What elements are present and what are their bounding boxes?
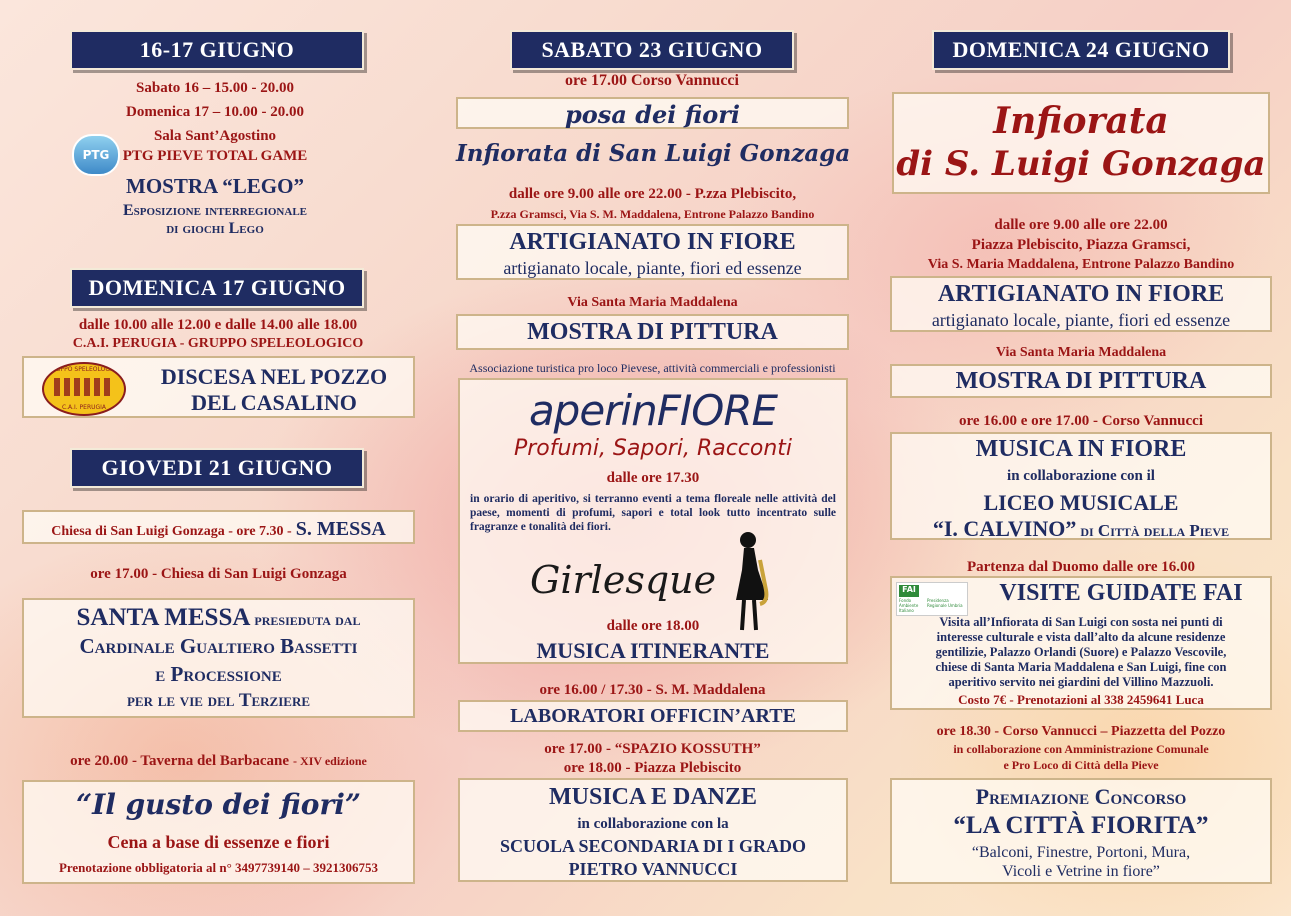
cai-logo-top: GRUPPO SPELEOLOGICO [47, 366, 121, 373]
cai-org: C.A.I. PERUGIA - GRUPPO SPELEOLOGICO [72, 336, 364, 351]
prem-big: “LA CITTÀ FIORITA” [953, 812, 1209, 839]
sm-small: presieduta dal [254, 610, 361, 629]
fai-logo-badge: FAI [899, 585, 919, 597]
prem-pre-1: ore 18.30 - Corso Vannucci – Piazzetta del Pozzo [936, 724, 1226, 739]
art3-sub: artigianato locale, piante, fiori ed essenze [931, 310, 1231, 330]
prem-pre-3: e Pro Loco di Città della Pieve [1003, 758, 1159, 772]
cai-speleo-logo [42, 362, 126, 416]
art-pre-2: P.zza Gramsci, Via S. M. Maddalena, Entrone Palazzo Bandino [490, 207, 815, 221]
lego-organizer: PTG PIEVE TOTAL GAME [122, 148, 308, 164]
taverna-edition: - XIV edizione [293, 754, 367, 768]
pitt3-pre: Via Santa Maria Maddalena [995, 345, 1167, 360]
girlesque-logo: Girlesque [530, 558, 717, 602]
lego-time-1: Sabato 16 – 15.00 - 20.00 [136, 80, 294, 96]
fai-logo [896, 582, 968, 616]
danze-line-2: SCUOLA SECONDARIA DI I GRADO [499, 836, 807, 856]
gusto-title: “Il gusto dei fiori” [76, 788, 361, 821]
posa-pre: ore 17.00 Corso Vannucci [565, 72, 739, 89]
infiorata-line-1: Infiorata [993, 100, 1169, 142]
danze-title: MUSICA E DANZE [548, 784, 758, 810]
lab-box [458, 700, 848, 732]
fai-desc-3: gentilizie, Palazzo Orlandi (Suore) e Palazzo Vescovile, [935, 645, 1227, 659]
messa2-pre: ore 17.00 - Chiesa di San Luigi Gonzaga [90, 566, 347, 582]
aperinfiore-box [458, 378, 848, 664]
pitt3-title: MOSTRA DI PITTURA [955, 368, 1207, 394]
cai-logo-figures [54, 378, 114, 396]
sm-line-2: Cardinale Gualtiero Bassetti [79, 634, 358, 658]
prem-line-1: “Balconi, Finestre, Portoni, Mura, [971, 844, 1191, 861]
art-pre-1: dalle ore 9.00 alle ore 22.00 - P.zza Plebiscito, [508, 186, 797, 202]
mus3-line-1: in collaborazione con il [1007, 468, 1155, 484]
assoc-line: Associazione turistica pro loco Pievese, attività commerciali e professionisti [469, 361, 836, 375]
lab-title: LABORATORI OFFICIN’ARTE [510, 705, 796, 727]
gusto-box [22, 780, 415, 884]
header-text: DOMENICA 17 GIUGNO [88, 275, 346, 300]
posa-title-box [456, 97, 849, 129]
mus3-box [890, 432, 1272, 540]
lego-title: MOSTRA “LEGO” [126, 174, 304, 198]
lab-pre: ore 16.00 / 17.30 - S. M. Maddalena [539, 682, 766, 698]
messa-title: S. MESSA [295, 518, 386, 540]
art-box [456, 224, 849, 280]
header-giovedi-21 [70, 448, 364, 488]
mus3-pre: ore 16.00 e ore 17.00 - Corso Vannucci [958, 413, 1203, 429]
fai-title: VISITE GUIDATE FAI [999, 580, 1243, 606]
danze-box [458, 778, 848, 882]
pozzo-box [22, 356, 415, 418]
lego-desc-1: Esposizione interregionale [123, 202, 307, 219]
pitt-title: MOSTRA DI PITTURA [527, 319, 778, 345]
ptg-logo-text: PTG [82, 148, 110, 162]
art3-title: ARTIGIANATO IN FIORE [937, 281, 1225, 307]
art3-pre-2: Piazza Plebiscito, Piazza Gramsci, [971, 237, 1191, 253]
pitt3-box [890, 364, 1272, 398]
gusto-line-2: Prenotazione obbligatoria al n° 3497739140 – 3921306753 [58, 860, 379, 875]
pitt-pre: Via Santa Maria Maddalena [567, 295, 738, 310]
header-text: DOMENICA 24 GIUGNO [952, 37, 1210, 62]
infiorata-box [892, 92, 1270, 194]
fai-desc-5: aperitivo servito nei giardini del Villino Mazzuoli. [948, 675, 1214, 689]
santa-messa-box [22, 598, 415, 718]
sm-line-3: e Processione [155, 662, 282, 686]
fai-cost: Costo 7€ - Prenotazioni al 338 2459641 Luca [958, 692, 1204, 707]
fai-desc-2: interesse culturale e vista dall’alto da alcune residenze [936, 630, 1226, 644]
aperinfiore-desc: in orario di aperitivo, si terranno eventi a tema floreale nelle attività del paese, momenti di profumi, sapori e total look tutto incentrato sulle fragranze e tonalità dei fiori. [470, 493, 836, 533]
sm-big: SANTA MESSA [76, 604, 251, 631]
fai-pre: Partenza dal Duomo dalle ore 16.00 [966, 559, 1196, 575]
art3-pre-3: Via S. Maria Maddalena, Entrone Palazzo Bandino [927, 257, 1235, 272]
mus3-line-2: LICEO MUSICALE [983, 490, 1179, 515]
ptg-logo [72, 134, 120, 176]
prem-line-2: Vicoli e Vetrine in fiore” [1002, 863, 1160, 880]
cai-logo-bottom: C.A.I. PERUGIA [61, 404, 107, 411]
aperinfiore-title: aperinFIORE [528, 386, 778, 435]
lego-desc-2: di giochi Lego [166, 220, 264, 237]
gusto-line-1: Cena a base di essenze e fiori [107, 832, 330, 852]
danze-pre-2: ore 18.00 - Piazza Plebiscito [563, 760, 742, 776]
header-text: GIOVEDI 21 GIUGNO [101, 455, 333, 480]
mus3-citta: di Città della Pieve [1080, 521, 1230, 540]
cai-time: dalle 10.00 alle 12.00 e dalle 14.00 alle 18.00 [78, 317, 358, 333]
sm-line-4: per le vie del Terziere [126, 690, 311, 711]
mus3-liceo: “I. CALVINO” [932, 516, 1077, 541]
header-text: SABATO 23 GIUGNO [541, 37, 763, 62]
taverna-line [22, 752, 415, 770]
art3-pre-1: dalle ore 9.00 alle ore 22.00 [994, 217, 1168, 233]
messa-pre: Chiesa di San Luigi Gonzaga - ore 7.30 - [51, 524, 292, 539]
aperinfiore-sub: Profumi, Sapori, Racconti [513, 436, 793, 461]
header-16-17-giugno [70, 30, 364, 70]
header-sabato-23 [510, 30, 794, 70]
prem-box [890, 778, 1272, 884]
header-domenica-17 [70, 268, 364, 308]
pitt-box [456, 314, 849, 350]
aperinfiore-time: dalle ore 17.30 [606, 470, 700, 486]
danze-line-3: PIETRO VANNUCCI [568, 859, 738, 879]
sm-line-1 [24, 604, 413, 632]
mus3-title: MUSICA IN FIORE [975, 436, 1187, 462]
pozzo-title-2: DEL CASALINO [191, 390, 357, 415]
fai-desc-4: chiese di Santa Maria Maddalena e San Luigi, fine con [935, 660, 1227, 674]
pozzo-title-1: DISCESA NEL POZZO [160, 364, 388, 389]
posa-title: posa dei fiori [565, 100, 740, 129]
musica-title: MUSICA ITINERANTE [536, 638, 770, 663]
lego-venue: Sala Sant’Agostino [153, 128, 277, 144]
art3-box [890, 276, 1272, 332]
fai-desc-1: Visita all’Infiorata di San Luigi con sosta nei punti di [939, 615, 1223, 629]
art-title: ARTIGIANATO IN FIORE [509, 229, 796, 255]
mus3-line-3 [892, 516, 1270, 542]
fai-logo-sub: Fondo Ambiente Italiano [899, 598, 919, 613]
musica-time: dalle ore 18.00 [606, 618, 700, 634]
danze-line-1: in collaborazione con la [577, 816, 729, 832]
messa-line [24, 518, 413, 541]
fai-box [890, 576, 1272, 710]
prem-pre-2: in collaborazione con Amministrazione Comunale [953, 742, 1209, 756]
art-sub: artigianato locale, piante, fiori ed essenze [503, 258, 802, 278]
header-text: 16-17 GIUGNO [139, 37, 295, 62]
messa-box [22, 510, 415, 544]
posa-sub: Infiorata di San Luigi Gonzaga [456, 140, 851, 167]
danze-pre-1: ore 17.00 - “SPAZIO KOSSUTH” [544, 741, 761, 757]
fai-logo-sub2: Presidenza Regionale Umbria [927, 598, 963, 608]
taverna-main: ore 20.00 - Taverna del Barbacane [70, 753, 290, 769]
header-domenica-24 [932, 30, 1230, 70]
prem-title: Premiazione Concorso [975, 784, 1187, 809]
lego-time-2: Domenica 17 – 10.00 - 20.00 [126, 104, 304, 120]
infiorata-line-2: di S. Luigi Gonzaga [896, 144, 1266, 184]
